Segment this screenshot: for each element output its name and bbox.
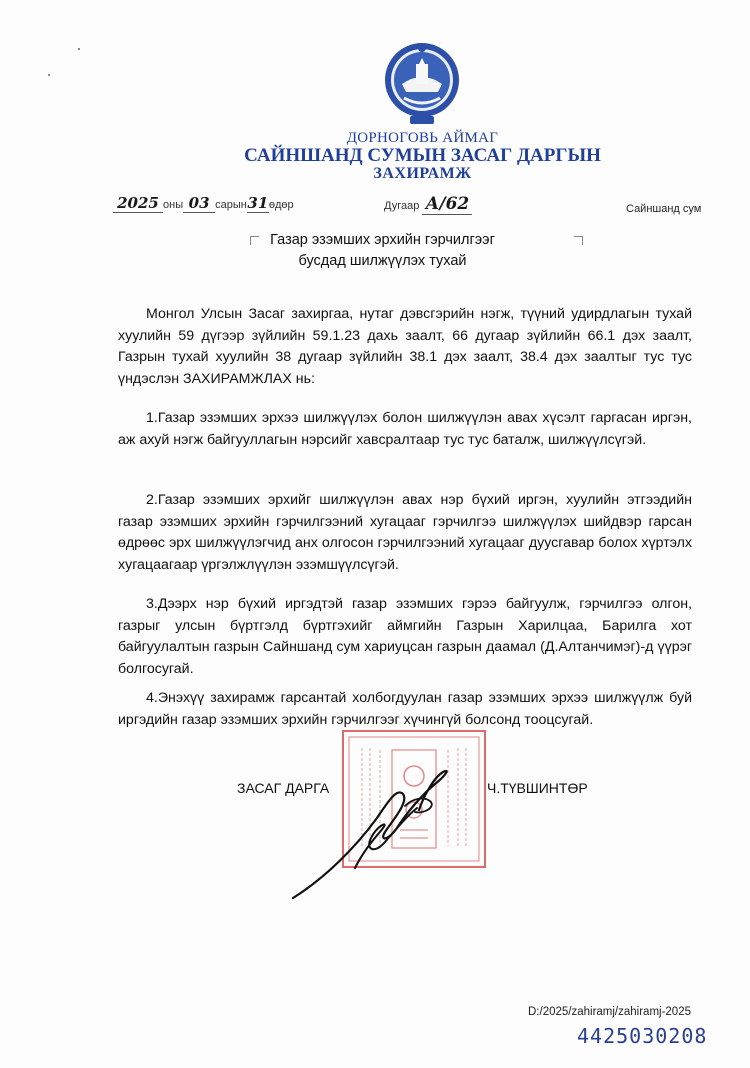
title-line-2: бусдад шилжүүлэх тухай [298,253,467,269]
document-number: А/62 [422,194,472,215]
order-item-3: 3.Дээрх нэр бүхий иргэдтэй газар эзэмших гэрээ байгуулж, гэрчилгээ олгон, газрыг улсын бүртгэлд бүртгэхийг аймгийн Газрын Харилцаа, Барилга хот байгуулалтын газрын Сайншанд сум хариуцсан газрын даамал (Д.Алтанчимэг)-д үүрэг болгосугай. [118,596,692,677]
date-month: 03 [183,194,215,213]
order-item-4: 4.Энэхүү захирамж гарсантай холбогдуулан газар эзэмших эрхээ шилжүүлж буй иргэдийн газар эзэмших эрхийн гэрчилгээг хүчингүй болсонд тооцсугай. [118,690,692,728]
date-year: 2025 [113,194,163,213]
order-item-2: 2.Газар эзэмших эрхийг шилжүүлэн авах нэр бүхий иргэн, хуулийн этгээдийн газар эзэмших эрхийн гэрчилгээний хугацааг гэрчилгээ шилжүүлэх шийдвэр гарсан өдрөөс эрх шилжүүлэгчид анх олгосон гэрчилгээний хугацааг дуусгавар болох хүртэлх хугацаагаар үргэлжлүүлэн эзэмшүүлсүгэй. [118,492,692,573]
office-heading: САЙНШАНД СУМЫН ЗАСАГ ДАРГЫН [244,145,601,166]
date-line [113,194,294,213]
date-day: 31 [247,194,269,212]
date-month-suffix: сарын [215,199,247,211]
handwritten-signature-icon [285,758,470,908]
preamble-paragraph: Монгол Улсын Засаг захиргаа, нутаг дэвсгэрийн нэгж, түүний удирдлагын тухай хуулийн 59 дүгээр зүйлийн 59.1.23 дахь заалт, 66 дугаар зүйлийн 66.1 дэх заалт, Газрын тухай хуулийн 38 дугаар зүйлийн 38.1 дэх заалт, 38.4 дэх заалтыг тус тус үндэслэн ЗАХИРАМЖЛАХ нь: [118,306,692,387]
doc-type-heading: ЗАХИРАМЖ [373,165,472,182]
mongolia-state-emblem-icon [382,36,462,128]
title-line-1: Газар эзэмших эрхийн гэрчилгээг [270,232,495,248]
scan-speck [48,74,50,76]
signatory-name: Ч.ТҮВШИНТӨР [487,780,588,796]
number-line [384,194,472,215]
order-item-1: 1.Газар эзэмших эрхээ шилжүүлэх болон шилжүүлэн авах хүсэлт гаргасан иргэн, аж ахуй нэгж байгууллагын нэрсийг хавсралтаар тус тус баталж, шилжүүлсүгэй. [118,410,692,448]
signatory-role: ЗАСАГ ДАРГА [237,780,330,796]
number-label: Дугаар [384,200,420,212]
date-day-suffix: өдөр [268,199,294,211]
registration-number: 4425030208 [577,1024,708,1048]
scan-speck [78,48,80,50]
issue-place: Сайншанд сум [626,203,702,215]
file-path: D:/2025/zahiramj/zahiramj-2025 [528,1006,691,1018]
date-year-suffix: оны [163,199,184,211]
aimag-heading: ДОРНОГОВЬ АЙМАГ [346,130,499,146]
